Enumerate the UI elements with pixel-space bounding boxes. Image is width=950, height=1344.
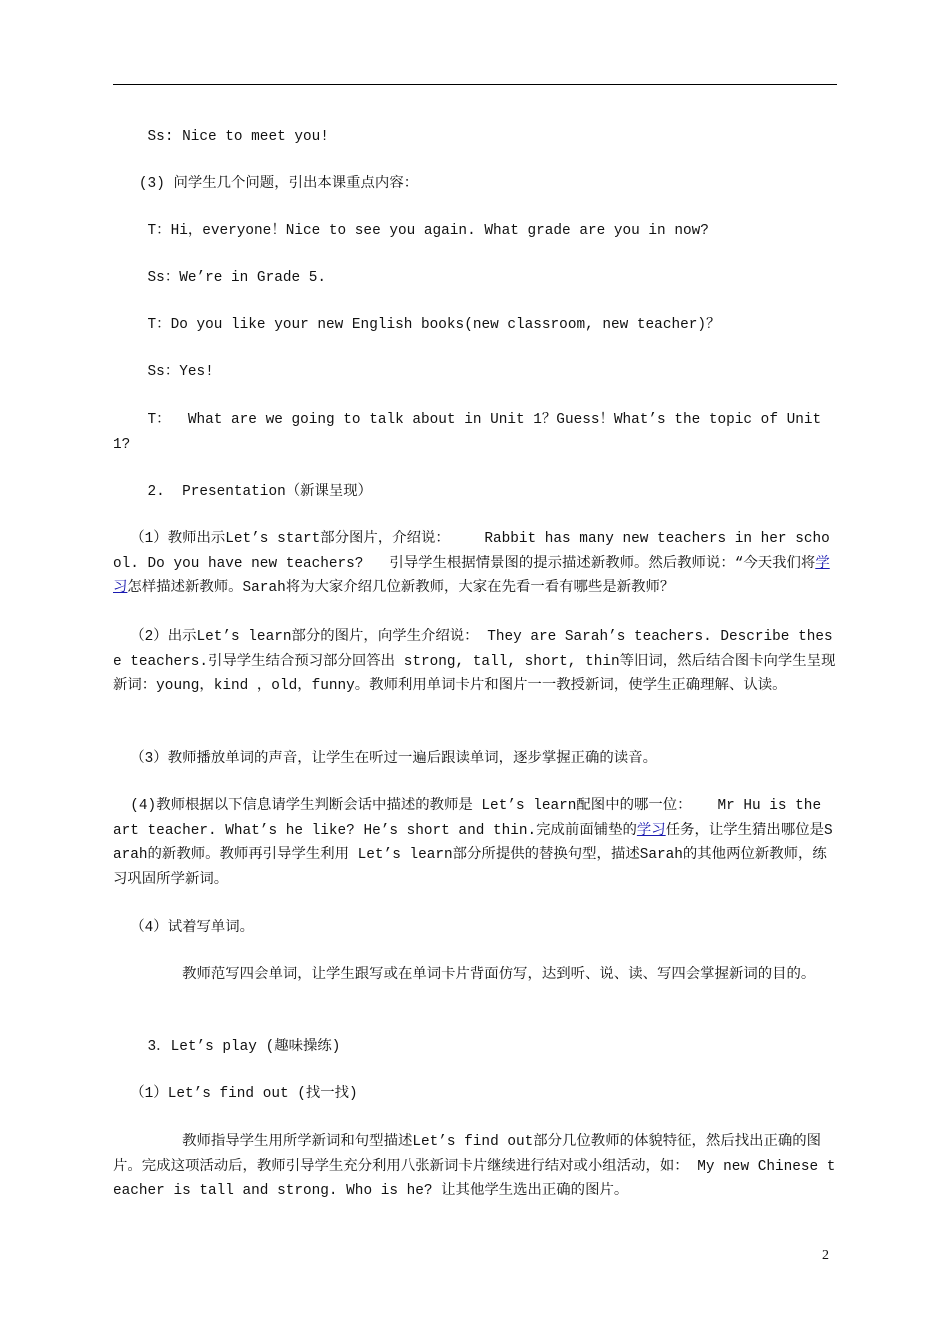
step-heading: (3) 问学生几个问题，引出本课重点内容： xyxy=(113,176,419,192)
header-rule xyxy=(113,84,837,85)
step-heading: （1）Let’s find out (找一找) xyxy=(113,1086,358,1102)
dialogue-line: T：Hi，everyone！Nice to see you again. What grade are you in now? xyxy=(113,223,709,239)
body-paragraph: （2）出示Let’s learn部分的图片，向学生介绍说： They are Sarah’s teachers. Describe these teachers.引导学生结合预习部分回答出 strong, tall, short, thin等旧词，然后结合图卡向学生呈现新词：young，kind ，old，funny。教师利用单词卡片和图片一一教授新词，使学生正确理解、认读。 xyxy=(113,629,836,694)
dialogue-line: Ss: Nice to meet you! xyxy=(113,129,329,145)
study-link[interactable]: 学习 xyxy=(113,555,830,596)
dialogue-line: T： What are we going to talk about in Unit 1？Guess！What’s the topic of Unit 1? xyxy=(113,412,830,453)
section-heading: 3．Let’s play (趣味操练) xyxy=(113,1039,341,1055)
dialogue-line: Ss：Yes! xyxy=(113,364,214,380)
body-paragraph: （1）教师出示Let’s start部分图片，介绍说： Rabbit has many new teachers in her school. Do you have new teachers? 引导学生根据情景图的提示描述新教师。然后教师说：“今天我们将学习怎样描述新教师。Sarah将为大家介绍几位新教师，大家在先看一看有哪些是新教师？ xyxy=(113,531,830,596)
study-link[interactable]: 学习 xyxy=(636,822,666,839)
body-paragraph: 教师范写四会单词，让学生跟写或在单词卡片背面仿写，达到听、说、读、写四会掌握新词的目的。 xyxy=(113,967,816,983)
page-number: 2 xyxy=(822,1248,829,1263)
step-heading: （4）试着写单词。 xyxy=(113,920,255,936)
body-paragraph: （3）教师播放单词的声音，让学生在听过一遍后跟读单词，逐步掌握正确的读音。 xyxy=(113,751,657,767)
body-paragraph: (4)教师根据以下信息请学生判断会话中描述的教师是 Let’s learn配图中的哪一位： Mr Hu is the art teacher. What’s he like? He’s short and thin.完成前面铺垫的学习任务，让学生猜出哪位是Sarah的新教师。教师再引导学生利用 Let’s learn部分所提供的替换句型，描述Sarah的其他两位新教师，练习巩固所学新词。 xyxy=(113,798,833,888)
section-heading: 2. Presentation（新课呈现） xyxy=(113,484,373,500)
body-paragraph: 教师指导学生用所学新词和句型描述Let’s find out部分几位教师的体貌特征，然后找出正确的图片。完成这项活动后，教师引导学生充分利用八张新词卡片继续进行结对或小组活动，如： My new Chinese teacher is tall and strong. Who is he? 让其他学生选出正确的图片。 xyxy=(113,1134,836,1199)
dialogue-line: Ss：We’re in Grade 5. xyxy=(113,270,327,286)
dialogue-line: T：Do you like your new English books(new classroom, new teacher)？ xyxy=(113,317,721,333)
